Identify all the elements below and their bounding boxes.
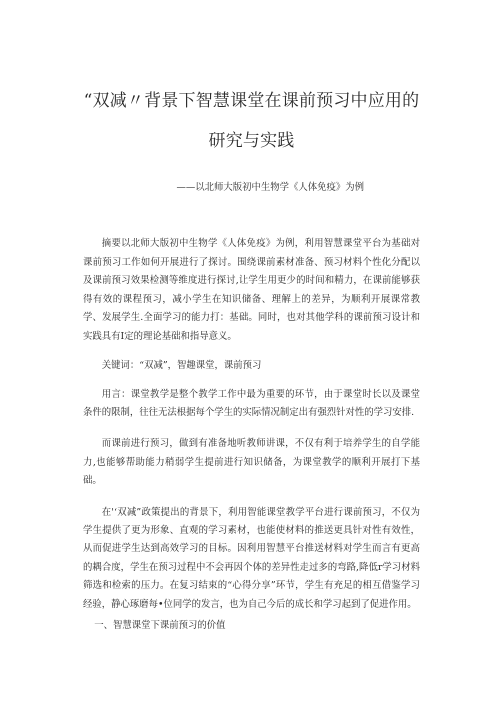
abstract-paragraph: 摘要以北师大版初中生物学《人体免疫》为例，利用智慧课堂平台为基础对课前预习工作如何开展进行了探讨。围绕课前素材准备、预习材料个性化分配以及课前预习效果检测等维度进行探讨,让学生用更少的时间和精力，在课前能够获得有效的课程预习，减小学生在知识储备、理解上的差异，为顺利开展课常教学、发展学生.全面学习的能力打：基础。同时，也对其他学科的课前预习设计和实践具有I定的理论基础和指导意义。 <box>83 238 420 342</box>
policy-background-paragraph: 在'‘双减”政策提出的背景下，利用智能课堂教学平台进行课前预习，不仅为学生提供了更为形象、直观的学习素材，也能使材料的推送更具针对性有效性，从而促进学生达到高效学习的目标。因利用智慧平台推送材料对学生而言有更高的耦合度，学生在预习过程中不会再因个体的差异性走过多的弯路,降低r学习材料筛选和检索的压力。在复习结束的“心得分享”环节，学生有充足的相互借鉴学习经验，静心琢磨每•位同学的发言，也为自己今后的成长和学习起到了促进作用。 <box>83 506 420 610</box>
document-title-line-2: 研究与实践 <box>208 131 295 151</box>
introduction-paragraph: 用言：课堂教学是整个教学工作中最为重要的环节，由于课堂时长以及课堂条件的限制，往往无法根据每个学生的实际情况制定出有强烈针对性的学习安排. <box>83 388 420 418</box>
document-subtitle: ——以北师大版初中生物学《人体免疫》为例 <box>176 182 364 193</box>
document-title-line-1: “双减〃背景下智慧课堂在课前预习中应用的 <box>83 91 420 111</box>
preview-benefit-paragraph: 而课前进行预习，做到有准备地听教师讲课，不仅有利于培养学生的自学能力,也能够帮助能力稍弱学生提前进行知识储备，为课堂教学的顺利开展打下基础。 <box>83 438 420 487</box>
keywords-line: 关键词：“双减”，智趣课堂，课前预习 <box>101 359 262 371</box>
section-heading-1: 一、智慧课堂下课前预习的价值 <box>94 620 226 632</box>
